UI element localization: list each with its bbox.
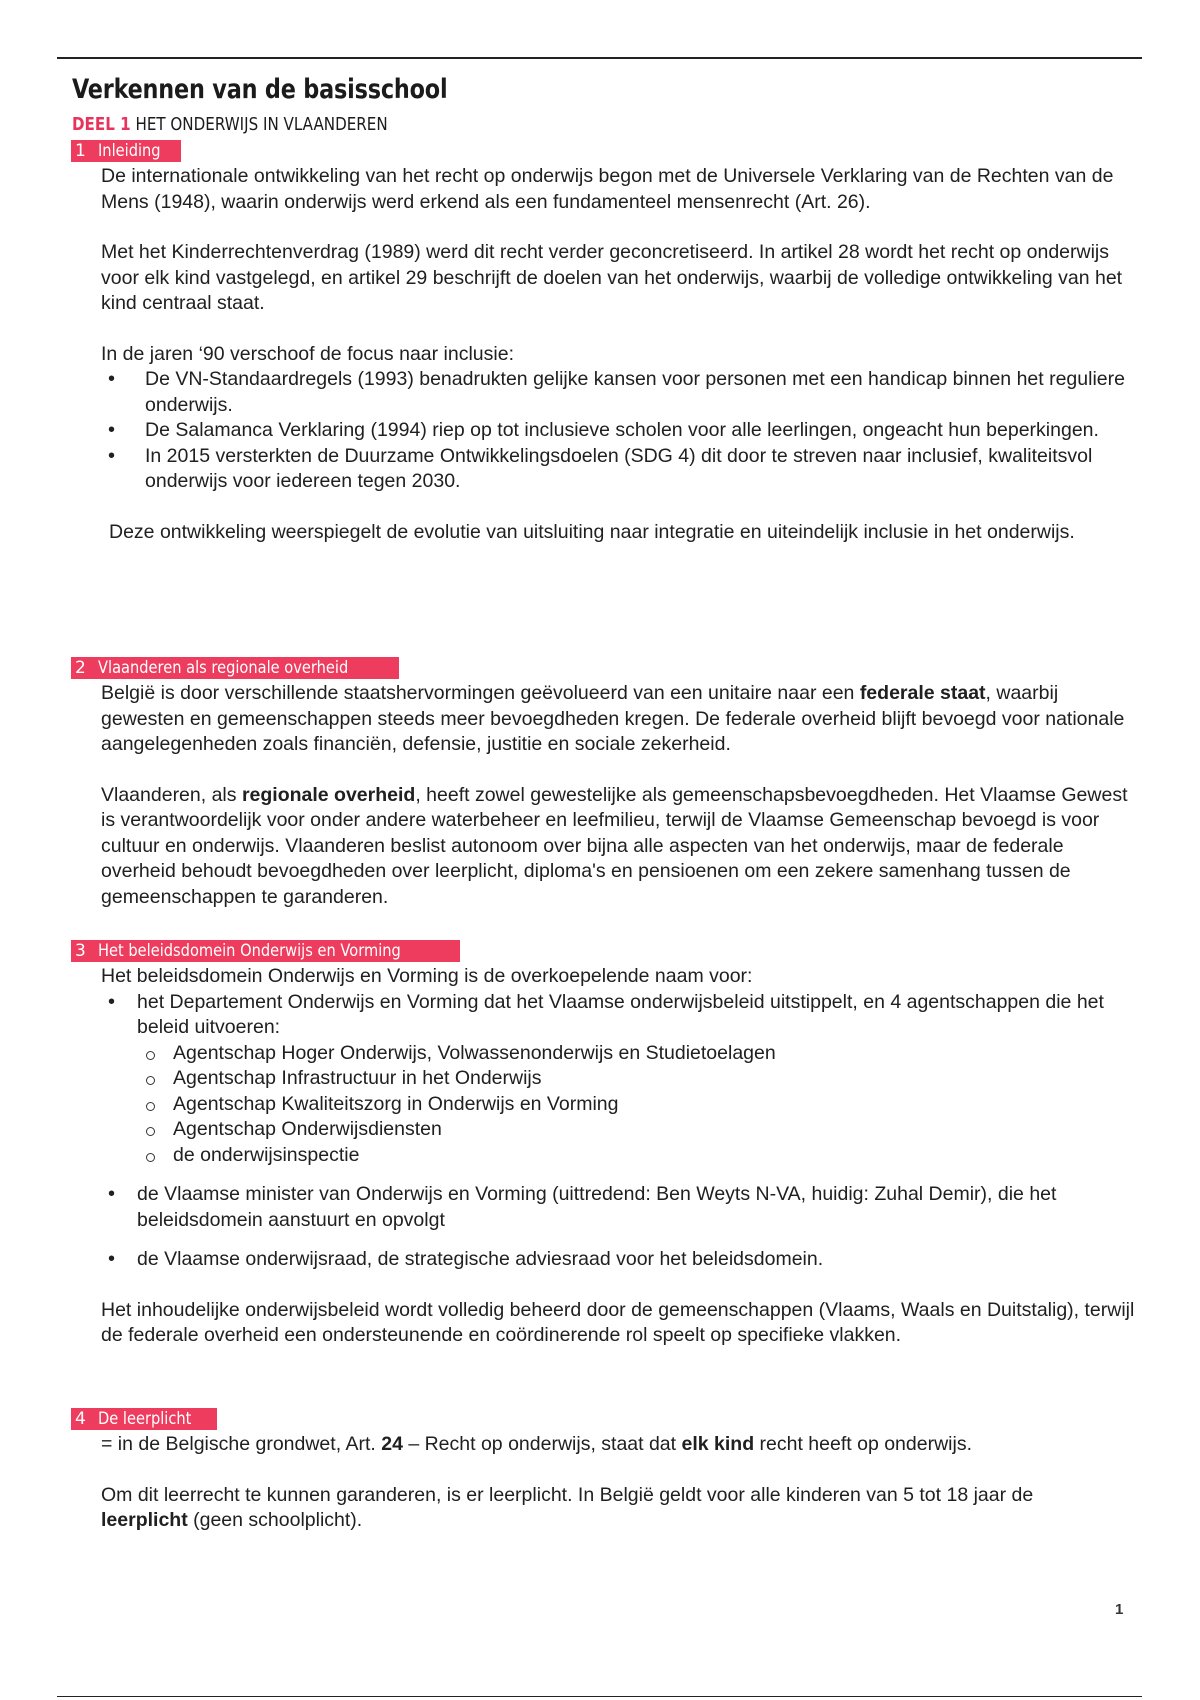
section-number: 4 <box>75 1409 86 1429</box>
paragraph: Met het Kinderrechtenverdrag (1989) werd dit recht verder geconcretiseerd. In artikel 28 wordt het recht op onderwijs voor elk kind vastgelegd, en artikel 29 beschrijft de doelen van het onderwijs, waarbij de volledige ontwikkeling van het kind centraal staat. <box>101 241 1123 314</box>
list-item: • de Vlaamse minister van Onderwijs en Vorming (uittredend: Ben Weyts N-VA, huidig: Zuhal Demir), die het beleidsdomein aanstuurt en opvolgt <box>101 1182 1136 1233</box>
sub-list-item: Agentschap Kwaliteitszorg in Onderwijs en Vorming <box>101 1092 1136 1118</box>
part-heading <box>72 114 388 135</box>
section-title: Inleiding <box>98 141 161 161</box>
section-2-heading <box>71 657 399 679</box>
part-label: DEEL 1 <box>72 114 131 135</box>
paragraph: België is door verschillende staatshervormingen geëvolueerd van een unitaire naar een federale staat, waarbij gewesten en gemeenschappen steeds meer bevoegdheden kregen. De federale overheid blijft bevoegd voor nationale aangelegenheden zoals financiën, defensie, justitie en sociale zekerheid. <box>101 682 1125 755</box>
section-1-heading <box>71 140 181 162</box>
list-item: • De Salamanca Verklaring (1994) riep op tot inclusieve scholen voor alle leerlingen, ongeacht hun beperkingen. <box>101 418 1136 444</box>
paragraph: Het inhoudelijke onderwijsbeleid wordt volledig beheerd door de gemeenschappen (Vlaams, Waals en Duitstalig), terwijl de federale overheid een ondersteunende en coördinerende rol speelt op specifieke vlakken. <box>101 1298 1135 1346</box>
page-number: 1 <box>1115 1601 1124 1618</box>
section-title: Vlaanderen als regionale overheid <box>98 658 349 678</box>
bottom-rule <box>57 1696 1142 1697</box>
section-number: 2 <box>75 658 86 678</box>
paragraph: Het beleidsdomein Onderwijs en Vorming is de overkoepelende naam voor: <box>101 965 753 987</box>
sub-list-item: Agentschap Infrastructuur in het Onderwijs <box>101 1066 1136 1092</box>
agency-list <box>101 1041 1136 1169</box>
document-title: Verkennen van de basisschool <box>72 74 448 105</box>
paragraph: Om dit leerrecht te kunnen garanderen, is er leerplicht. In België geldt voor alle kinderen van 5 tot 18 jaar de leerplicht (geen schoolplicht). <box>101 1483 1034 1531</box>
section-title: Het beleidsdomein Onderwijs en Vorming <box>98 941 401 961</box>
section-number: 3 <box>75 941 86 961</box>
list-item: • De VN-Standaardregels (1993) benadrukten gelijke kansen voor personen met een handicap binnen het reguliere onderwijs. <box>101 367 1136 418</box>
section-1-body <box>101 164 1136 545</box>
paragraph: = in de Belgische grondwet, Art. 24 – Recht op onderwijs, staat dat elk kind recht heeft op onderwijs. <box>101 1433 972 1455</box>
paragraph: In de jaren ‘90 verschoof de focus naar inclusie: <box>101 342 514 365</box>
top-rule <box>57 57 1142 59</box>
inclusion-list <box>101 367 1136 495</box>
sub-list-item: Agentschap Onderwijsdiensten <box>101 1117 1136 1143</box>
section-3-body <box>101 964 1136 1349</box>
section-2-body <box>101 681 1136 910</box>
list-item: • de Vlaamse onderwijsraad, de strategische adviesraad voor het beleidsdomein. <box>101 1247 1136 1273</box>
section-4-heading <box>71 1408 217 1430</box>
section-number: 1 <box>75 141 86 161</box>
section-4-body <box>101 1432 1136 1534</box>
section-3-heading <box>71 940 460 962</box>
sub-list-item: de onderwijsinspectie <box>101 1143 1136 1169</box>
paragraph: Deze ontwikkeling weerspiegelt de evolutie van uitsluiting naar integratie en uiteindelijk inclusie in het onderwijs. <box>109 520 1075 543</box>
part-title: HET ONDERWIJS IN VLAANDEREN <box>135 114 388 135</box>
list-item: • het Departement Onderwijs en Vorming dat het Vlaamse onderwijsbeleid uitstippelt, en 4 agentschappen die het beleid uitvoeren: Agentschap Hoger Onderwijs, Volwassenonderwijs en Studietoelagen Agentschap Infrastructuur in het Onderwijs Agentschap Kwaliteitszorg in Onderwijs en Vorming Agentschap Onderwijsdiensten de onderwijsinspectie <box>101 990 1136 1169</box>
paragraph: Vlaanderen, als regionale overheid, heeft zowel gewestelijke als gemeenschapsbevoegdheden. Het Vlaamse Gewest is verantwoordelijk voor onder andere waterbeheer en leefmilieu, terwijl de Vlaamse Gemeenschap bevoegd is voor cultuur en onderwijs. Vlaanderen beslist autonoom over bijna alle aspecten van het onderwijs, maar de federale overheid behoudt bevoegdheden over leerplicht, diploma's en pensioenen om een zekere samenhang tussen de gemeenschappen te garanderen. <box>101 783 1128 908</box>
list-item: • In 2015 versterkten de Duurzame Ontwikkelingsdoelen (SDG 4) dit door te streven naar inclusief, kwaliteitsvol onderwijs voor iedereen tegen 2030. <box>101 444 1136 495</box>
paragraph: De internationale ontwikkeling van het recht op onderwijs begon met de Universele Verklaring van de Rechten van de Mens (1948), waarin onderwijs werd erkend als een fundamenteel mensenrecht (Art. 26). <box>101 165 1114 213</box>
section-title: De leerplicht <box>98 1409 192 1429</box>
policy-list <box>101 990 1136 1273</box>
sub-list-item: Agentschap Hoger Onderwijs, Volwassenonderwijs en Studietoelagen <box>101 1041 1136 1067</box>
